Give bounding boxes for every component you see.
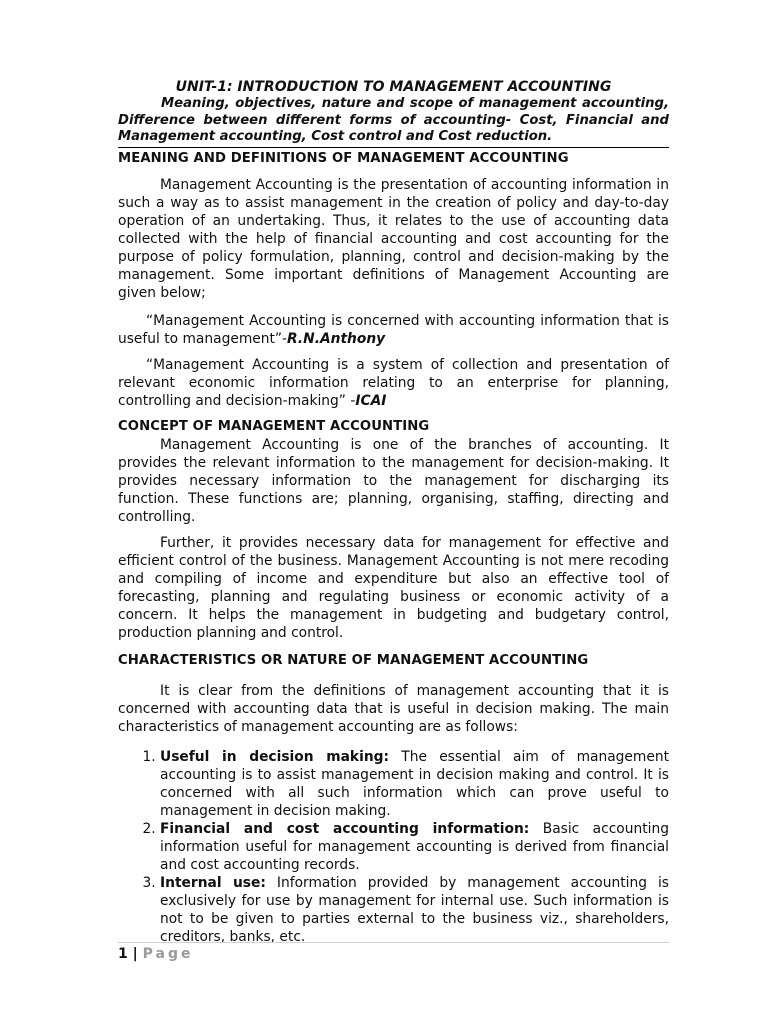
- list-item-term: Useful in decision making:: [160, 748, 390, 765]
- page-label: Page: [142, 946, 194, 962]
- footer-separator: |: [132, 946, 138, 962]
- concept-paragraph-2: Further, it provides necessary data for management for effective and efficient control of the business. Management Accounting is not mere recoding and compiling of income and expenditure but also an effective tool of forecasting, planning and regulating business or economic activity of a concern. It helps the management in budgeting and budgetary control, production planning and control.: [118, 534, 669, 641]
- list-item: [160, 820, 669, 874]
- list-item-text: Basic accounting information useful for management accounting is derived from financial and cost accounting records.: [160, 820, 669, 873]
- concept-paragraph-1: Management Accounting is one of the branches of accounting. It provides the relevant information to the management for decision-making. It provides necessary information to the management for discharging its function. These functions are; planning, organising, staffing, directing and controlling.: [118, 436, 669, 525]
- characteristics-list: [118, 748, 669, 946]
- list-item-term: Internal use:: [160, 874, 266, 891]
- page-title: UNIT-1: INTRODUCTION TO MANAGEMENT ACCOUNTING: [175, 79, 612, 95]
- quote-author: ICAI: [355, 392, 387, 409]
- title-rule: [118, 147, 669, 148]
- document-page: [118, 78, 669, 946]
- quote-text: “Management Accounting is concerned with accounting information that is useful to management”-: [118, 312, 669, 347]
- list-item-text: The essential aim of management accounting is to assist management in decision making and control. It is concerned with all such information which can prove useful to management in decision making.: [160, 748, 669, 819]
- definition-quote-anthony: [118, 312, 669, 348]
- list-item: [160, 874, 669, 946]
- list-item-text: Information provided by management accounting is exclusively for use by management for internal use. Such information is not to be given to parties external to the business viz., shareholders, creditors, banks, etc.: [160, 874, 669, 945]
- page-footer: [118, 942, 669, 962]
- quote-author: R.N.Anthony: [287, 330, 386, 347]
- section-heading-meaning: MEANING AND DEFINITIONS OF MANAGEMENT ACCOUNTING: [118, 150, 569, 166]
- section-heading-characteristics: CHARACTERISTICS OR NATURE OF MANAGEMENT ACCOUNTING: [118, 652, 589, 668]
- section-heading-concept: CONCEPT OF MANAGEMENT ACCOUNTING: [118, 418, 430, 434]
- characteristics-paragraph: It is clear from the definitions of management accounting that it is concerned with accounting data that is useful in decision making. The main characteristics of management accounting are as follows:: [118, 682, 669, 735]
- page-number: 1: [118, 946, 128, 962]
- definition-quote-icai: [118, 356, 669, 410]
- meaning-paragraph: Management Accounting is the presentation of accounting information in such a way as to assist management in the creation of policy and day-to-day operation of an undertaking. Thus, it relates to the use of accounting data collected with the help of financial accounting and cost accounting for the purpose of policy formulation, planning, control and decision-making by the management. Some important definitions of Management Accounting are given below;: [118, 176, 669, 301]
- quote-text: “Management Accounting is a system of collection and presentation of relevant economic information relating to an enterprise for planning, controlling and decision-making” -: [118, 356, 669, 409]
- list-item: [160, 748, 669, 820]
- unit-subtitle: Meaning, objectives, nature and scope of management accounting, Difference between different forms of accounting- Cost, Financial and Management accounting, Cost control and Cost reduction.: [118, 96, 669, 144]
- list-item-term: Financial and cost accounting information:: [160, 820, 530, 837]
